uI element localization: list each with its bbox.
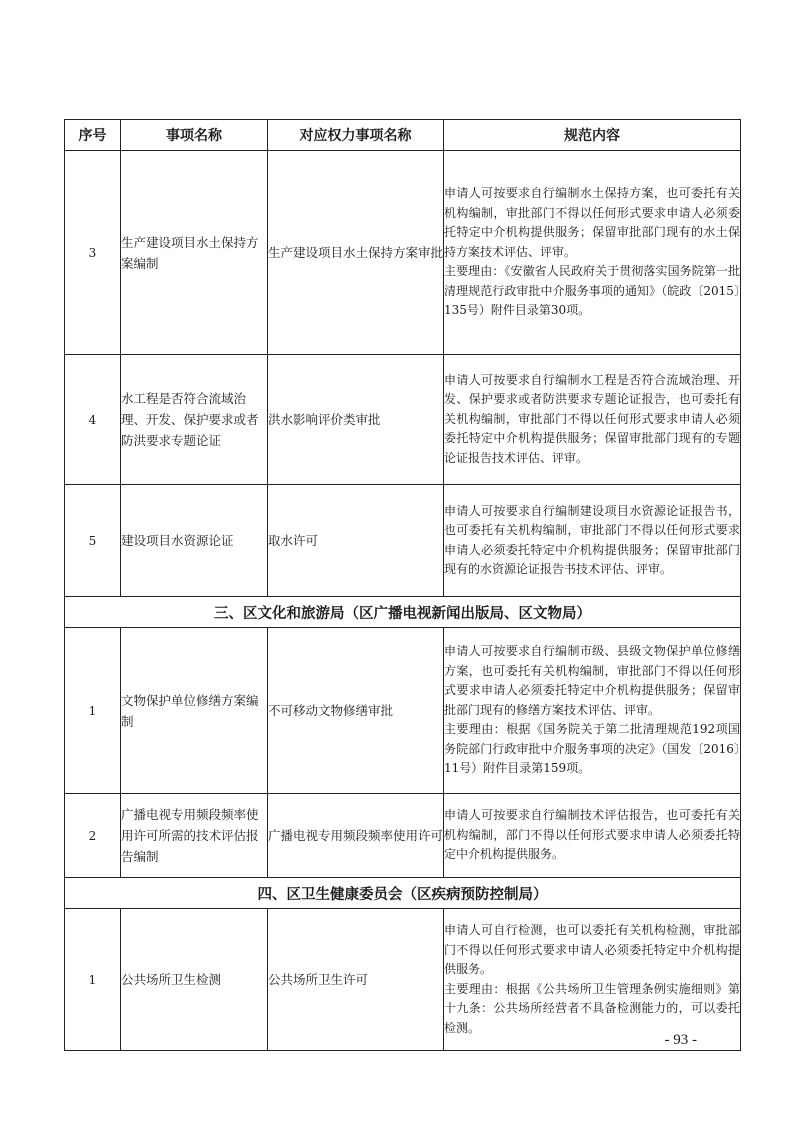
content-text: 申请人可按要求自行编制技术评估报告，也可委托有关机构编制，部门不得以任何形式要求申请人必须委托特定中介机构提供服务。 [444,808,740,862]
section-row [65,878,741,909]
power-name: 取水许可 [268,485,444,597]
row-number: 5 [65,485,121,597]
item-name: 水工程是否符合流域治理、开发、保护要求或者防洪要求专题论证 [121,355,268,485]
content-text: 申请人可按要求自行编制水工程是否符合流域治理、开发、保护要求或者防洪要求专题论证报告，也可委托有关机构编制，审批部门不得以任何形式要求申请人必须委托特定中介机构提供服务；保留审批部门现有的专题论证报告技术评估、评审。 [444,372,740,465]
power-name: 不可移动文物修缮审批 [268,628,444,794]
row-number: 1 [65,909,121,1051]
item-name: 广播电视专用频段频率使用许可所需的技术评估报告编制 [121,794,268,878]
section-row [65,597,741,628]
table-row [65,485,741,597]
reason-text: 主要理由：《安徽省人民政府关于贯彻落实国务院第一批清理规范行政审批中介服务事项的通知》（皖政〔2015〕135号）附件目录第30项。 [444,264,740,318]
power-name: 广播电视专用频段频率使用许可 [268,794,444,878]
content-cell [444,794,741,878]
regulation-table [64,119,741,1051]
header-power-name: 对应权力事项名称 [268,120,444,151]
table-row [65,909,741,1051]
table-row [65,628,741,794]
item-name: 建设项目水资源论证 [121,485,268,597]
row-number: 1 [65,628,121,794]
table-row [65,794,741,878]
content-cell [444,909,741,1051]
page-number: - 93 - [664,1032,697,1048]
power-name: 公共场所卫生许可 [268,909,444,1051]
power-name: 生产建设项目水土保持方案审批 [268,151,444,355]
header-seq: 序号 [65,120,121,151]
content-text: 申请人可自行检测，也可以委托有关机构检测，审批部门不得以任何形式要求申请人必须委托特定中介机构提供服务。 [444,923,740,976]
content-cell [444,151,741,355]
item-name: 公共场所卫生检测 [121,909,268,1051]
reason-text: 主要理由：根据《公共场所卫生管理条例实施细则》第十九条：公共场所经营者不具备检测能力的，可以委托检测。 [444,981,740,1035]
reason-text: 主要理由：根据《国务院关于第二批清理规范192项国务院部门行政审批中介服务事项的决定》（国发〔2016〕11号）附件目录第159项。 [444,722,740,776]
row-number: 2 [65,794,121,878]
header-content: 规范内容 [444,120,741,151]
power-name: 洪水影响评价类审批 [268,355,444,485]
item-name: 文物保护单位修缮方案编制 [121,628,268,794]
row-number: 4 [65,355,121,485]
content-cell [444,485,741,597]
section-title-health: 四、区卫生健康委员会（区疾病预防控制局） [65,878,741,909]
content-cell [444,355,741,485]
table-row [65,355,741,485]
content-text: 申请人可按要求自行编制市级、县级文物保护单位修缮方案，也可委托有关机构编制，审批部门不得以任何形式要求申请人必须委托特定中介机构提供服务；保留审批部门现有的修缮方案技术评估、评审。 [444,644,740,717]
table-row [65,151,741,355]
row-number: 3 [65,151,121,355]
content-cell [444,628,741,794]
table-header-row [65,120,741,151]
item-name: 生产建设项目水土保持方案编制 [121,151,268,355]
section-title-culture: 三、区文化和旅游局（区广播电视新闻出版局、区文物局） [65,597,741,628]
content-text: 申请人可按要求自行编制建设项目水资源论证报告书，也可委托有关机构编制，审批部门不得以任何形式要求申请人必须委托特定中介机构提供服务；保留审批部门现有的水资源论证报告书技术评估、评审。 [444,503,740,576]
content-text: 申请人可按要求自行编制水土保持方案，也可委托有关机构编制，审批部门不得以任何形式要求申请人必须委托特定中介机构提供服务；保留审批部门现有的水土保持方案技术评估、评审。 [444,186,740,259]
header-item-name: 事项名称 [121,120,268,151]
